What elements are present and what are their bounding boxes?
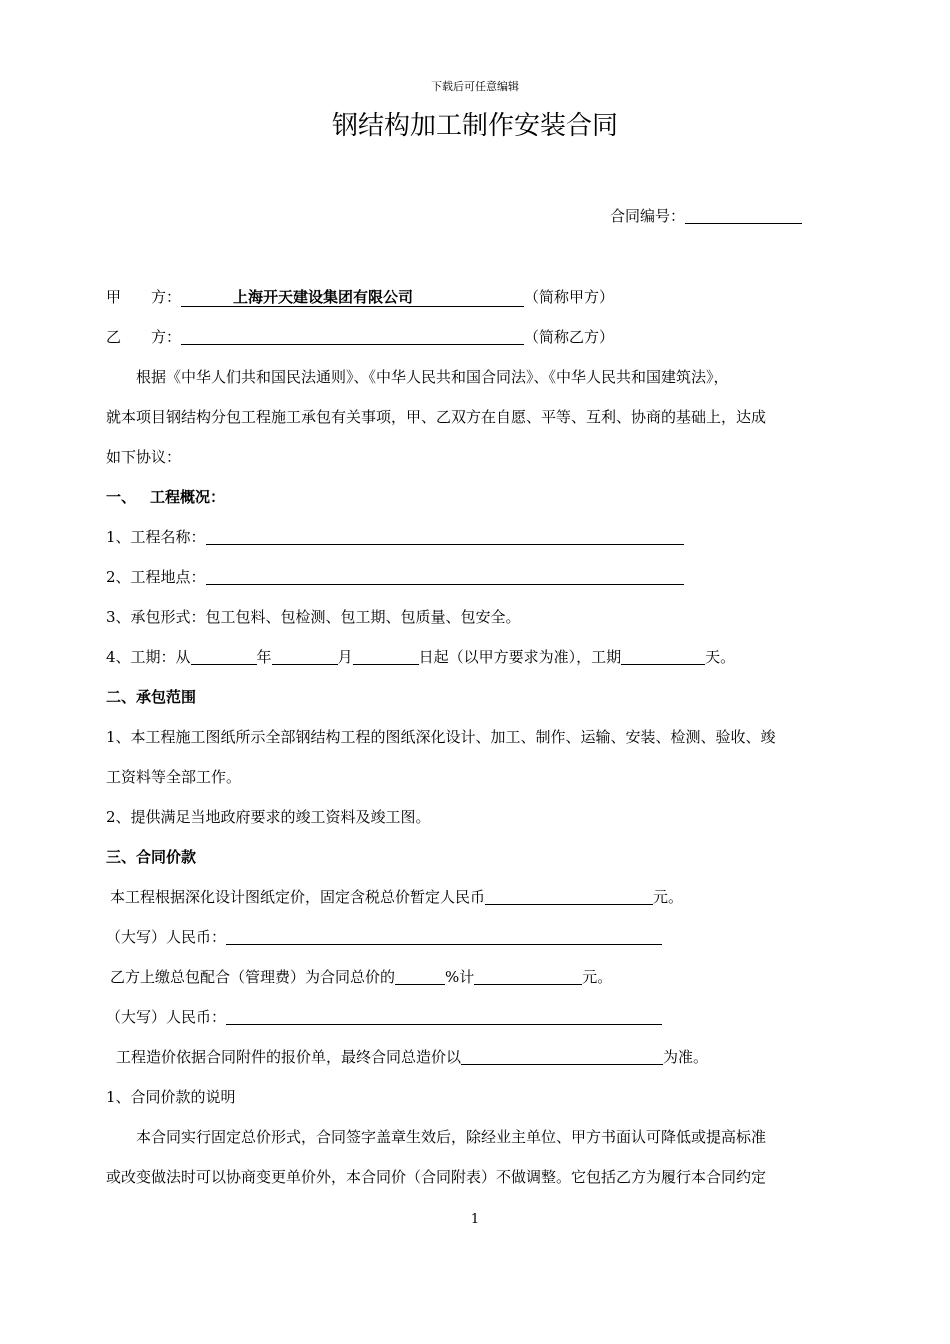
intro-line-3: 如下协议：: [106, 448, 182, 466]
party-a-suffix: （简称甲方）: [524, 288, 615, 306]
price-in-words-label: （大写）人民币：: [106, 928, 227, 946]
price-in-words-row: [106, 927, 662, 947]
scope-item-2: 2、提供满足当地政府要求的竣工资料及竣工图。: [106, 808, 431, 826]
period-days-blank[interactable]: [621, 648, 705, 665]
section-2-heading: 二、承包范围: [106, 688, 197, 706]
price-suffix: 元。: [653, 888, 684, 906]
price-explanation-line-2: 或改变做法时可以协商变更单价外，本合同价（合同附表）不做调整。它包括乙方为履行本合同约定: [106, 1168, 767, 1186]
fee-percent-blank[interactable]: [395, 968, 445, 985]
party-a-row: [106, 287, 614, 307]
fee-amount-blank[interactable]: [474, 968, 582, 985]
section-1-heading: [106, 487, 225, 507]
day-suffix: 日起（以甲方要求为准），工期: [418, 648, 622, 666]
intro-line-1: 根据《中华人们共和国民法通则》、《中华人民共和国合同法》、《中华人民共和国建筑法》，: [136, 368, 729, 386]
party-b-label: 乙 方：: [106, 328, 182, 346]
intro-line-2: 就本项目钢结构分包工程施工承包有关事项，甲、乙双方在自愿、平等、互利、协商的基础上，达成: [106, 408, 767, 426]
price-explanation-line-1: 本合同实行固定总价形式，合同签字盖章生效后，除经业主单位、甲方书面认可降低或提高标准: [136, 1128, 767, 1146]
document-title: 钢结构加工制作安装合同: [331, 111, 618, 141]
section-3-heading: 三、合同价款: [106, 848, 197, 866]
project-name-label: 1、工程名称：: [106, 528, 206, 546]
management-fee-row: [110, 967, 612, 987]
start-day-blank[interactable]: [353, 648, 419, 665]
contract-number-blank[interactable]: [685, 207, 802, 224]
header-note: 下载后可任意编辑: [431, 80, 519, 93]
party-a-name: 上海开天建设集团有限公司: [181, 288, 524, 307]
final-prefix: 工程造价依据合同附件的报价单，最终合同总造价以: [116, 1048, 462, 1066]
contract-price-blank[interactable]: [485, 888, 653, 905]
construction-period-row: [106, 647, 735, 667]
section-1-number: 一、: [106, 488, 137, 506]
party-b-name-blank[interactable]: [181, 328, 524, 345]
party-b-row: [106, 327, 614, 347]
contract-number-row: [610, 206, 802, 226]
price-explanation-heading: 1、合同价款的说明: [106, 1088, 236, 1106]
days-label: 天。: [705, 648, 736, 666]
fee-prefix: 乙方上缴总包配合（管理费）为合同总价的: [110, 968, 396, 986]
year-label: 年: [256, 648, 272, 666]
fee-in-words-row: [106, 1007, 662, 1027]
final-price-row: [116, 1047, 708, 1067]
month-label: 月: [337, 648, 353, 666]
project-location-label: 2、工程地点：: [106, 568, 206, 586]
page-number: 1: [470, 1212, 480, 1227]
contract-number-label: 合同编号：: [610, 207, 686, 225]
fee-mid: %计: [445, 968, 475, 986]
price-prefix: 本工程根据深化设计图纸定价，固定含税总价暂定人民币: [110, 888, 486, 906]
project-location-blank[interactable]: [206, 568, 684, 585]
start-month-blank[interactable]: [272, 648, 338, 665]
fee-in-words-blank[interactable]: [226, 1008, 662, 1025]
project-name-row: [106, 527, 684, 547]
start-year-blank[interactable]: [191, 648, 257, 665]
final-price-blank[interactable]: [461, 1048, 663, 1065]
price-in-words-blank[interactable]: [226, 928, 662, 945]
scope-item-1-line-1: 1、本工程施工图纸所示全部钢结构工程的图纸深化设计、加工、制作、运输、安装、检测、验收、竣: [106, 728, 776, 746]
period-prefix: 4、工期：从: [106, 648, 191, 666]
party-a-label: 甲 方：: [106, 288, 182, 306]
fee-suffix: 元。: [582, 968, 613, 986]
contract-form-item: 3、承包形式：包工包料、包检测、包工期、包质量、包安全。: [106, 608, 521, 626]
project-location-row: [106, 567, 684, 587]
contract-price-row: [110, 887, 683, 907]
section-1-title: 工程概况：: [150, 488, 226, 506]
scope-item-1-line-2: 工资料等全部工作。: [106, 768, 242, 786]
project-name-blank[interactable]: [206, 528, 684, 545]
fee-in-words-label: （大写）人民币：: [106, 1008, 227, 1026]
party-b-suffix: （简称乙方）: [524, 328, 615, 346]
final-suffix: 为准。: [663, 1048, 709, 1066]
